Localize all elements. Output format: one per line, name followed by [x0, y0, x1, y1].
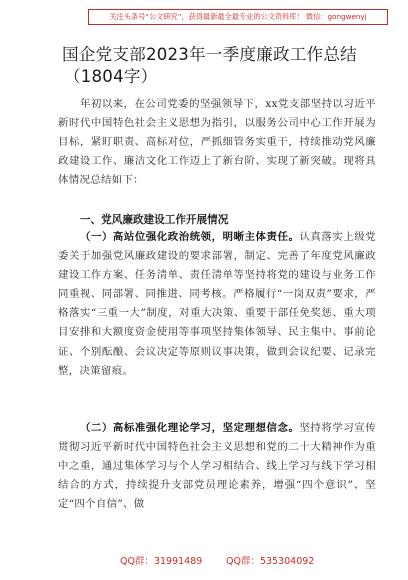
- item-1-body: 认真落实上级党委关于加强党风廉政建设的要求部署，制定、完善了年度党风廉政建设工作方案、任务清单、责任清单等坚持将党的建设与业务工作同重视、同部署、同推进、同考核。严格履行“一岗双责”要求，严格落实“三重一大”制度，对重大决策、重要干部任免奖惩、重大项目安排和大额度资金使用等事项坚持集体领导、民主集中、事前论证、个别酝酿、会议决定等原则议事决策，做到会议纪要、记录完整，决策留痕。: [58, 231, 377, 377]
- section-heading-1: 一、党风廉政建设工作开展情况: [80, 214, 229, 226]
- title-word-count: （1804字）: [64, 67, 158, 86]
- item-1-paragraph: [58, 228, 376, 381]
- item-1-lead: （一）高站位强化政治统领，明晰主体责任。: [80, 231, 300, 243]
- document-title: [62, 44, 362, 88]
- footer-qq-group-2: QQ群：535304092: [226, 556, 315, 567]
- item-2-lead: （二）高标准强化理论学习，坚定理想信念。: [80, 422, 300, 434]
- item-2-paragraph: [58, 419, 376, 514]
- intro-paragraph: 年初以来，在公司党委的坚强领导下，xx党支部坚持以习近平新时代中国特色社会主义思想为指引，以服务公司中心工作开展为目标，紧盯职责、高标对位，严抓细管务实重干，持续推动党风廉政建设工作、廉洁文化工作迈上了新台阶、实现了新突破。现将具体情况总结如下：: [58, 98, 376, 187]
- footer-qq-group-1: QQ群：31991489: [120, 556, 203, 567]
- promo-banner: 关注头条号“公文研究”，获得最新最全最专业的公文资料库！ 微信：gongwenyj: [88, 9, 388, 25]
- title-line-1: 国企党支部2023年一季度廉政工作总结: [62, 45, 357, 64]
- item-2-body: 坚持将学习宣传贯彻习近平新时代中国特色社会主义思想和党的二十大精神作为重中之重，通过集体学习与个人学习相结合、线上学习与线下学习相结合的方式，持续提升支部党员理论素养，增强“四个意识”、坚定“四个自信”、做: [58, 422, 377, 511]
